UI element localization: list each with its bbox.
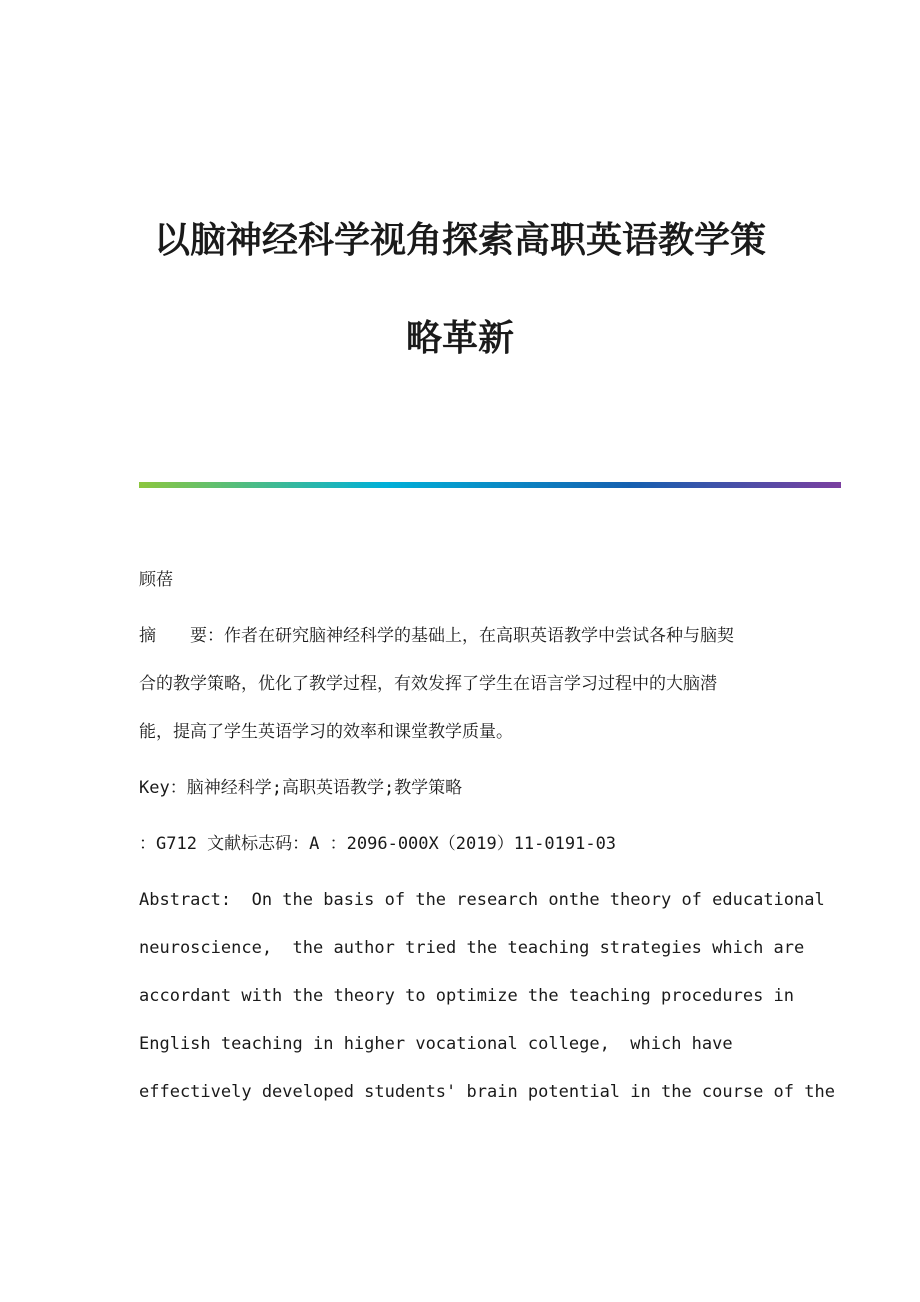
abstract-en-line: Abstract: On the basis of the research onthe theory of educational (139, 890, 825, 910)
title-divider (139, 482, 841, 488)
keywords: Key：脑神经科学;高职英语教学;教学策略 (139, 778, 463, 798)
abstract-en-line: effectively developed students' brain potential in the course of the (139, 1082, 835, 1102)
abstract-cn-line: 合的教学策略，优化了教学过程，有效发挥了学生在语言学习过程中的大脑潜 (139, 674, 717, 694)
paper-title-line-2: 略革新 (405, 317, 514, 359)
author-name: 顾蓓 (139, 570, 173, 590)
abstract-cn-line: 能，提高了学生英语学习的效率和课堂教学质量。 (139, 722, 513, 742)
abstract-en-line: English teaching in higher vocational college, which have (139, 1034, 733, 1054)
divider-bar (139, 482, 841, 488)
paper-title-line-1: 以脑神经科学视角探索高职英语教学策 (153, 219, 766, 261)
abstract-en-line: accordant with the theory to optimize the teaching procedures in (139, 986, 795, 1006)
abstract-cn-line: 摘 要：作者在研究脑神经科学的基础上，在高职英语教学中尝试各种与脑契 (139, 626, 734, 646)
classification-info: ：G712 文献标志码：A ：2096-000X（2019）11-0191-03 (139, 834, 617, 854)
abstract-en-line: neuroscience, the author tried the teaching strategies which are (139, 938, 805, 958)
